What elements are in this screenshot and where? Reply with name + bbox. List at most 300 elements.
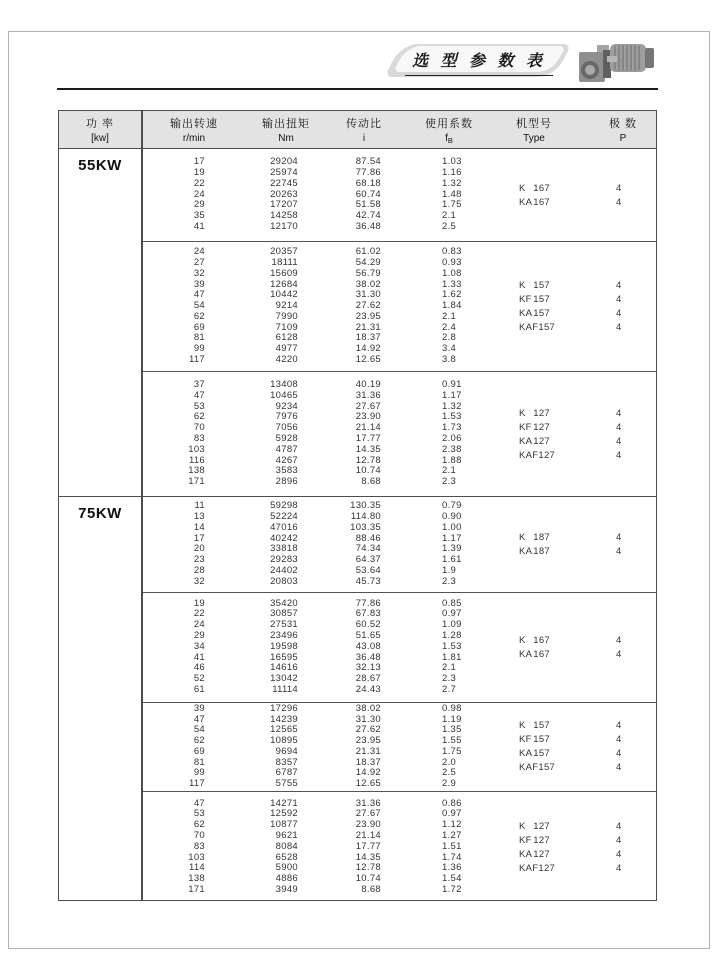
ratio-value: 23.95 — [355, 310, 381, 322]
ratio-value: 38.02 — [355, 278, 381, 290]
model-prefix: KF — [519, 421, 532, 433]
speed-value: 62 — [193, 411, 205, 423]
poles-value: 4 — [616, 734, 622, 746]
torque-value: 8084 — [275, 840, 298, 852]
model-prefix: K — [519, 182, 526, 194]
torque-value: 25974 — [270, 167, 298, 178]
ratio-value: 68.18 — [355, 177, 381, 189]
model-prefix: KAF — [519, 449, 539, 461]
model-row — [519, 719, 639, 733]
model-prefix: KAF — [519, 762, 539, 774]
model-designation — [519, 322, 556, 333]
speed-value: 83 — [193, 840, 205, 852]
ratio-value: 14.35 — [355, 443, 381, 455]
service-factor-value: 1.55 — [442, 735, 462, 747]
poles-value: 4 — [616, 182, 622, 194]
speed-value: 14 — [193, 521, 205, 533]
ratio-value: 32.13 — [355, 662, 381, 674]
col-header-model-unit: Type — [523, 133, 545, 144]
ratio-value: 43.08 — [355, 640, 381, 652]
model-size: 157 — [538, 322, 556, 333]
model-size: 127 — [533, 834, 550, 846]
torque-value: 9214 — [275, 300, 298, 312]
col-header-poles — [578, 111, 668, 148]
torque-value: 10465 — [270, 389, 298, 401]
ratio-value: 18.37 — [355, 332, 381, 344]
table-header-row — [59, 111, 656, 149]
speed-value: 99 — [193, 767, 205, 779]
service-factor-value: 1.35 — [442, 724, 462, 736]
ratio-value: 31.36 — [355, 797, 381, 809]
torque-value: 12592 — [270, 808, 298, 820]
col-header-torque-label: 输出扭矩 — [262, 118, 310, 130]
data-block — [141, 791, 656, 902]
torque-value: 9621 — [275, 829, 298, 841]
torque-value: 2896 — [275, 476, 298, 488]
col-header-speed — [149, 111, 239, 148]
service-factor-value: 1.19 — [442, 713, 462, 725]
poles-value: 4 — [616, 762, 622, 774]
service-factor-value: 2.5 — [442, 220, 457, 232]
poles-value: 4 — [616, 531, 622, 543]
model-row — [519, 633, 639, 647]
poles-value: 4 — [616, 294, 622, 305]
poles-value: 4 — [616, 820, 622, 832]
data-block — [141, 497, 656, 592]
service-factor-value: 0.97 — [442, 808, 462, 820]
service-factor-value: 1.48 — [442, 188, 462, 200]
speed-value: 70 — [193, 422, 205, 434]
poles-value: 4 — [616, 407, 622, 419]
col-header-speed-label: 输出转速 — [170, 118, 218, 130]
model-list — [519, 372, 639, 496]
poles-value: 4 — [616, 862, 622, 874]
ratio-value: 17.77 — [355, 433, 381, 444]
model-prefix: KA — [519, 196, 533, 208]
model-prefix: KF — [519, 294, 532, 305]
poles-value: 4 — [616, 421, 622, 433]
speed-value: 117 — [188, 354, 205, 366]
model-designation — [519, 546, 550, 557]
ratio-value: 114.80 — [350, 510, 381, 522]
model-prefix: KA — [519, 308, 533, 319]
service-factor-value: 1.72 — [442, 883, 462, 895]
speed-value: 62 — [193, 735, 205, 747]
model-list — [519, 242, 639, 371]
speed-value: 54 — [193, 300, 205, 312]
speed-value: 19 — [193, 167, 205, 178]
speed-value: 53 — [193, 808, 205, 820]
torque-value: 33818 — [270, 543, 298, 555]
ratio-value: 31.30 — [355, 713, 381, 725]
ratio-value: 21.14 — [355, 829, 381, 841]
torque-value: 6128 — [275, 332, 298, 344]
model-designation — [519, 294, 550, 305]
ratio-value: 54.29 — [355, 256, 381, 268]
selection-parameter-table — [58, 110, 657, 901]
poles-value: 4 — [616, 634, 622, 646]
torque-value: 14239 — [270, 713, 298, 725]
service-factor-value: 1.73 — [442, 422, 462, 434]
power-column-divider — [141, 111, 143, 900]
model-designation — [519, 183, 550, 194]
speed-value: 62 — [193, 310, 205, 322]
data-block — [141, 149, 656, 241]
ratio-value: 53.64 — [355, 564, 381, 576]
ratio-value: 27.67 — [355, 808, 381, 820]
model-size: 157 — [533, 734, 550, 746]
torque-value: 27531 — [270, 619, 298, 631]
poles-value: 4 — [616, 308, 622, 319]
model-prefix: KF — [519, 734, 532, 746]
col-header-torque — [241, 111, 331, 148]
model-size: 167 — [533, 648, 550, 660]
col-header-power-label: 功 率 — [85, 118, 115, 130]
model-prefix: K — [519, 280, 526, 291]
speed-value: 24 — [193, 188, 205, 200]
model-row — [519, 406, 639, 420]
poles-value: 4 — [616, 280, 622, 291]
speed-value: 13 — [193, 510, 205, 522]
service-factor-value: 1.27 — [442, 829, 462, 841]
poles-value: 4 — [616, 834, 622, 846]
model-size: 127 — [533, 421, 550, 433]
speed-value: 54 — [193, 724, 205, 736]
torque-value: 15609 — [270, 267, 298, 279]
title-banner — [393, 44, 563, 77]
torque-value: 9694 — [275, 745, 298, 757]
service-factor-value: 1.32 — [442, 400, 462, 412]
torque-value: 18111 — [271, 256, 298, 268]
ratio-value: 87.54 — [355, 156, 381, 168]
model-row — [519, 544, 639, 558]
torque-value: 7056 — [275, 422, 298, 434]
torque-value: 20357 — [270, 246, 298, 258]
ratio-value: 74.34 — [355, 543, 381, 555]
model-row — [519, 761, 639, 775]
ratio-value: 17.77 — [355, 840, 381, 852]
service-factor-value: 1.33 — [442, 278, 462, 290]
service-factor-value: 3.8 — [442, 354, 457, 366]
torque-value: 35420 — [270, 597, 298, 609]
ratio-value: 36.48 — [355, 220, 381, 232]
service-factor-value: 0.91 — [442, 379, 462, 391]
service-factor-value: 1.53 — [442, 640, 462, 652]
torque-value: 14616 — [270, 662, 298, 674]
poles-value: 4 — [616, 648, 622, 660]
torque-value: 29283 — [270, 554, 298, 566]
service-factor-value: 1.61 — [442, 554, 462, 566]
model-designation — [519, 821, 550, 832]
service-factor-value: 1.03 — [442, 156, 462, 168]
model-row — [519, 434, 639, 448]
ratio-value: 67.83 — [355, 608, 381, 620]
col-header-ratio — [319, 111, 409, 148]
ratio-value: 77.86 — [355, 597, 381, 609]
speed-value: 11 — [194, 500, 205, 512]
speed-value: 81 — [193, 332, 205, 344]
model-designation — [519, 748, 550, 759]
speed-value: 24 — [193, 246, 205, 258]
model-row — [519, 293, 639, 307]
speed-value: 46 — [193, 662, 205, 674]
service-factor-value: 2.3 — [442, 476, 457, 488]
model-prefix: K — [519, 820, 526, 832]
model-list — [519, 792, 639, 902]
model-designation — [519, 635, 550, 646]
model-size: 187 — [533, 545, 550, 557]
power-label: 55KW — [78, 157, 122, 174]
col-header-power-unit: [kw] — [91, 133, 109, 144]
speed-value: 70 — [193, 829, 205, 841]
speed-value: 138 — [188, 873, 205, 885]
ratio-value: 24.43 — [355, 683, 381, 695]
ratio-value: 51.65 — [355, 629, 381, 641]
model-prefix: K — [519, 531, 526, 543]
speed-value: 29 — [193, 199, 205, 211]
speed-value: 22 — [193, 608, 205, 620]
torque-value: 4886 — [275, 873, 298, 885]
speed-value: 28 — [193, 564, 205, 576]
torque-value: 20263 — [270, 188, 298, 200]
ratio-value: 60.52 — [355, 619, 381, 631]
service-factor-value: 1.28 — [442, 629, 462, 641]
col-header-service-factor — [404, 111, 494, 148]
service-factor-value: 3.4 — [442, 343, 457, 355]
model-size: 127 — [538, 862, 556, 874]
model-designation — [519, 449, 556, 461]
model-prefix: KAF — [519, 862, 539, 874]
model-row — [519, 307, 639, 321]
service-factor-value: 2.1 — [442, 465, 457, 477]
ratio-value: 27.67 — [355, 400, 381, 412]
torque-value: 10895 — [270, 735, 298, 747]
poles-value: 4 — [616, 545, 622, 557]
torque-value: 13408 — [270, 379, 298, 391]
torque-value: 9234 — [275, 400, 298, 412]
torque-value: 13042 — [270, 673, 298, 685]
ratio-value: 10.74 — [355, 465, 381, 477]
speed-value: 41 — [193, 651, 205, 663]
col-header-model — [489, 111, 579, 148]
model-row — [519, 321, 639, 335]
service-factor-value: 2.06 — [442, 433, 462, 444]
model-designation — [519, 649, 550, 660]
ratio-value: 8.68 — [361, 883, 381, 895]
ratio-value: 38.02 — [355, 702, 381, 714]
speed-value: 17 — [193, 532, 205, 544]
model-row — [519, 279, 639, 293]
service-factor-value: 1.00 — [442, 521, 462, 533]
ratio-value: 12.65 — [355, 778, 381, 790]
speed-value: 47 — [193, 713, 205, 725]
service-factor-value: 0.85 — [442, 597, 462, 609]
torque-value: 7109 — [275, 321, 298, 333]
service-factor-value: 1.36 — [442, 862, 462, 874]
service-factor-value: 0.83 — [442, 246, 462, 258]
torque-value: 8357 — [275, 756, 298, 768]
torque-value: 4977 — [275, 343, 298, 355]
power-section — [59, 149, 656, 496]
model-prefix: KAF — [519, 322, 539, 333]
service-factor-value: 1.32 — [442, 177, 462, 189]
poles-value: 4 — [616, 848, 622, 860]
col-header-service-factor-unit: fB — [445, 133, 453, 145]
data-block — [141, 702, 656, 792]
service-factor-value: 2.4 — [442, 321, 457, 333]
ratio-value: 51.58 — [355, 199, 381, 211]
model-row — [519, 833, 639, 847]
ratio-value: 40.19 — [355, 379, 381, 391]
service-factor-value: 1.51 — [442, 840, 462, 852]
model-row — [519, 530, 639, 544]
col-header-ratio-unit: i — [362, 133, 366, 144]
col-header-poles-unit: P — [619, 133, 627, 144]
torque-value: 6787 — [275, 767, 298, 779]
service-factor-value: 0.86 — [442, 797, 462, 809]
ratio-value: 12.65 — [355, 354, 381, 366]
speed-value: 29 — [193, 629, 205, 641]
model-list — [519, 149, 639, 241]
speed-value: 35 — [193, 210, 205, 222]
col-header-speed-unit: r/min — [182, 133, 206, 144]
model-size: 157 — [533, 294, 550, 305]
model-designation — [519, 422, 550, 433]
model-size: 157 — [533, 280, 550, 291]
ratio-value: 45.73 — [355, 575, 381, 587]
speed-value: 53 — [193, 400, 205, 412]
model-row — [519, 420, 639, 434]
model-row — [519, 195, 639, 209]
speed-value: 103 — [188, 443, 205, 455]
torque-value: 40242 — [270, 532, 298, 544]
ratio-value: 23.90 — [355, 411, 381, 423]
ratio-value: 88.46 — [355, 532, 381, 544]
model-designation — [519, 308, 550, 319]
model-prefix: KA — [519, 748, 533, 760]
model-prefix: KA — [519, 648, 533, 660]
model-size: 157 — [533, 308, 550, 319]
ratio-value: 21.31 — [355, 321, 381, 333]
model-row — [519, 819, 639, 833]
torque-value: 7976 — [275, 411, 298, 423]
service-factor-value: 0.90 — [442, 510, 462, 522]
model-size: 127 — [533, 848, 550, 860]
model-designation — [519, 408, 550, 419]
ratio-value: 12.78 — [355, 862, 381, 874]
service-factor-value: 0.97 — [442, 608, 462, 620]
ratio-value: 56.79 — [355, 267, 381, 279]
col-header-ratio-label: 传动比 — [346, 118, 382, 130]
torque-value: 5928 — [275, 433, 298, 444]
ratio-value: 10.74 — [355, 873, 381, 885]
power-label: 75KW — [78, 505, 122, 522]
speed-value: 69 — [193, 321, 205, 333]
model-row — [519, 448, 639, 462]
torque-value: 22745 — [270, 177, 298, 189]
page-title: 选 型 参 数 表 — [405, 48, 553, 76]
service-factor-value: 1.84 — [442, 300, 462, 312]
torque-value: 24402 — [270, 564, 298, 576]
torque-value: 12565 — [270, 724, 298, 736]
model-row — [519, 861, 639, 875]
ratio-value: 64.37 — [355, 554, 381, 566]
ratio-value: 14.92 — [355, 343, 381, 355]
poles-value: 4 — [616, 435, 622, 447]
ratio-value: 130.35 — [350, 500, 381, 512]
model-row — [519, 733, 639, 747]
speed-value: 47 — [193, 797, 205, 809]
model-size: 157 — [538, 762, 556, 774]
model-prefix: K — [519, 634, 526, 646]
speed-value: 32 — [193, 267, 205, 279]
torque-value: 17296 — [270, 702, 298, 714]
model-row — [519, 647, 639, 661]
ratio-value: 14.35 — [355, 851, 381, 863]
service-factor-value: 1.54 — [442, 873, 462, 885]
speed-value: 47 — [193, 289, 205, 301]
ratio-value: 77.86 — [355, 167, 381, 178]
speed-value: 61 — [193, 683, 205, 695]
speed-value: 69 — [193, 745, 205, 757]
torque-value: 12170 — [270, 220, 298, 232]
speed-value: 19 — [193, 597, 205, 609]
torque-value: 14258 — [270, 210, 298, 222]
data-block — [141, 241, 656, 371]
speed-value: 22 — [193, 177, 205, 189]
data-block — [141, 592, 656, 702]
service-factor-value: 1.39 — [442, 543, 462, 555]
service-factor-value: 1.17 — [442, 532, 462, 544]
service-factor-value: 2.7 — [442, 683, 457, 695]
speed-value: 39 — [193, 278, 205, 290]
model-designation — [519, 762, 556, 774]
model-size: 127 — [533, 820, 550, 832]
ratio-value: 27.62 — [355, 300, 381, 312]
section-blocks — [141, 497, 656, 902]
model-prefix: KA — [519, 435, 533, 447]
torque-value: 12684 — [270, 278, 298, 290]
torque-value: 10442 — [270, 289, 298, 301]
speed-value: 32 — [193, 575, 205, 587]
ratio-value: 23.90 — [355, 819, 381, 831]
service-factor-value: 2.1 — [442, 210, 457, 222]
speed-value: 24 — [193, 619, 205, 631]
service-factor-value: 1.62 — [442, 289, 462, 301]
model-designation — [519, 862, 556, 874]
service-factor-value: 2.3 — [442, 575, 457, 587]
ratio-value: 21.14 — [355, 422, 381, 434]
torque-value: 3583 — [275, 465, 298, 477]
speed-value: 117 — [188, 778, 205, 790]
torque-value: 4787 — [275, 443, 298, 455]
speed-value: 114 — [188, 862, 205, 874]
torque-value: 11114 — [272, 683, 298, 695]
torque-value: 7990 — [275, 310, 298, 322]
poles-value: 4 — [616, 720, 622, 732]
speed-value: 171 — [188, 476, 205, 488]
torque-value: 14271 — [270, 797, 298, 809]
col-header-torque-unit: Nm — [278, 133, 294, 144]
ratio-value: 18.37 — [355, 756, 381, 768]
service-factor-value: 2.1 — [442, 662, 457, 674]
speed-value: 17 — [193, 156, 205, 168]
service-factor-value: 1.74 — [442, 851, 462, 863]
torque-value: 30857 — [270, 608, 298, 620]
model-size: 127 — [533, 435, 550, 447]
col-header-model-label: 机型号 — [516, 118, 552, 130]
model-size: 187 — [533, 531, 550, 543]
